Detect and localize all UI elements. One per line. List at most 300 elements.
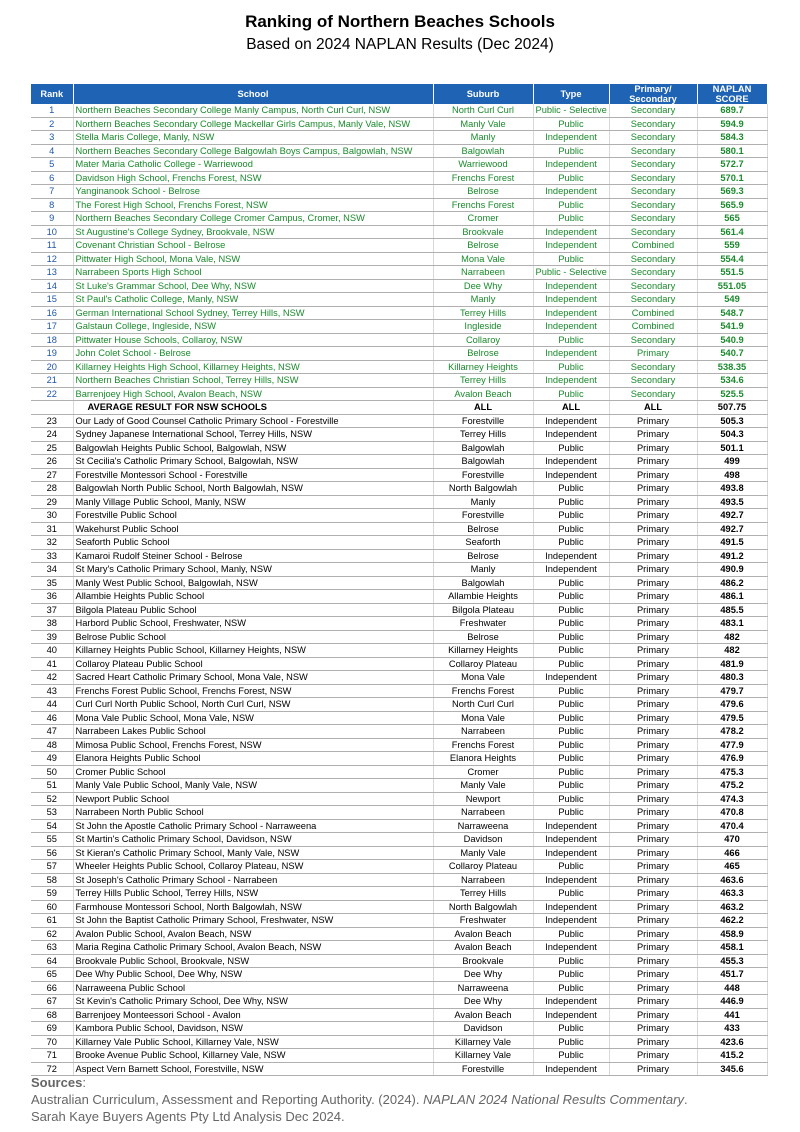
- level-cell: Primary: [609, 522, 697, 536]
- table-row: [31, 738, 767, 752]
- type-cell: Public: [533, 644, 609, 658]
- suburb-cell: Brookvale: [433, 954, 533, 968]
- school-cell: Elanora Heights Public School: [73, 752, 433, 766]
- type-cell: Independent: [533, 374, 609, 388]
- level-cell: Secondary: [609, 266, 697, 280]
- level-cell: Secondary: [609, 131, 697, 145]
- type-cell: Public: [533, 927, 609, 941]
- score-cell: 491.2: [697, 549, 767, 563]
- rank-cell: 60: [31, 900, 73, 914]
- rank-cell: 42: [31, 671, 73, 685]
- suburb-cell: North Curl Curl: [433, 104, 533, 117]
- type-cell: Public: [533, 536, 609, 550]
- school-cell: St Mary's Catholic Primary School, Manly, NSW: [73, 563, 433, 577]
- score-cell: 559: [697, 239, 767, 253]
- suburb-cell: Collaroy Plateau: [433, 657, 533, 671]
- suburb-cell: Forestville: [433, 1062, 533, 1076]
- table-row: [31, 671, 767, 685]
- type-cell: Public: [533, 509, 609, 523]
- rank-cell: 39: [31, 630, 73, 644]
- table-row: [31, 968, 767, 982]
- table-row: [31, 981, 767, 995]
- score-cell: 570.1: [697, 171, 767, 185]
- score-cell: 525.5: [697, 387, 767, 401]
- type-cell: Independent: [533, 225, 609, 239]
- rank-cell: 71: [31, 1049, 73, 1063]
- suburb-cell: Cromer: [433, 765, 533, 779]
- school-cell: Covenant Christian School - Belrose: [73, 239, 433, 253]
- type-cell: Independent: [533, 819, 609, 833]
- type-cell: Independent: [533, 873, 609, 887]
- school-cell: Killarney Vale Public School, Killarney Vale, NSW: [73, 1035, 433, 1049]
- rank-cell: 21: [31, 374, 73, 388]
- rank-cell: 40: [31, 644, 73, 658]
- rank-cell: 33: [31, 549, 73, 563]
- type-cell: Public: [533, 738, 609, 752]
- type-cell: Public: [533, 212, 609, 226]
- rank-cell: 8: [31, 198, 73, 212]
- level-cell: Primary: [609, 428, 697, 442]
- school-cell: Avalon Public School, Avalon Beach, NSW: [73, 927, 433, 941]
- table-row: [31, 698, 767, 712]
- rank-cell: 14: [31, 279, 73, 293]
- rank-cell: 38: [31, 617, 73, 631]
- type-cell: Independent: [533, 306, 609, 320]
- suburb-cell: North Curl Curl: [433, 698, 533, 712]
- level-cell: Primary: [609, 900, 697, 914]
- level-cell: Primary: [609, 482, 697, 496]
- type-cell: Independent: [533, 846, 609, 860]
- school-cell: John Colet School - Belrose: [73, 347, 433, 361]
- score-cell: 455.3: [697, 954, 767, 968]
- table-body: [31, 104, 767, 1076]
- school-cell: Terrey Hills Public School, Terrey Hills, NSW: [73, 887, 433, 901]
- score-cell: 534.6: [697, 374, 767, 388]
- school-cell: Galstaun College, Ingleside, NSW: [73, 320, 433, 334]
- score-cell: 415.2: [697, 1049, 767, 1063]
- suburb-cell: Balgowlah: [433, 144, 533, 158]
- level-cell: Primary: [609, 806, 697, 820]
- score-cell: 689.7: [697, 104, 767, 117]
- level-cell: Primary: [609, 792, 697, 806]
- level-cell: Primary: [609, 441, 697, 455]
- rank-cell: 66: [31, 981, 73, 995]
- school-cell: The Forest High School, Frenchs Forest, NSW: [73, 198, 433, 212]
- rank-cell: 28: [31, 482, 73, 496]
- school-cell: Sydney Japanese International School, Terrey Hills, NSW: [73, 428, 433, 442]
- school-cell: St Cecilia's Catholic Primary School, Balgowlah, NSW: [73, 455, 433, 469]
- source-line-1-prefix: Australian Curriculum, Assessment and Reporting Authority. (2024).: [31, 1092, 424, 1107]
- level-cell: Primary: [609, 860, 697, 874]
- type-cell: Public: [533, 684, 609, 698]
- table-row: [31, 495, 767, 509]
- suburb-cell: Cromer: [433, 212, 533, 226]
- header-school: School: [73, 84, 433, 104]
- rank-cell: 23: [31, 414, 73, 428]
- school-cell: Aspect Vern Barnett School, Forestville, NSW: [73, 1062, 433, 1076]
- table-row: [31, 900, 767, 914]
- rank-cell: 64: [31, 954, 73, 968]
- level-cell: Primary: [609, 684, 697, 698]
- header-suburb: Suburb: [433, 84, 533, 104]
- school-cell: Northern Beaches Secondary College Manly Campus, North Curl Curl, NSW: [73, 104, 433, 117]
- school-cell: Balgowlah Heights Public School, Balgowlah, NSW: [73, 441, 433, 455]
- table-row: [31, 455, 767, 469]
- suburb-cell: Collaroy Plateau: [433, 860, 533, 874]
- level-cell: Primary: [609, 468, 697, 482]
- suburb-cell: Terrey Hills: [433, 887, 533, 901]
- level-cell: Secondary: [609, 279, 697, 293]
- level-cell: Secondary: [609, 185, 697, 199]
- page-title: Ranking of Northern Beaches Schools: [245, 12, 555, 31]
- score-cell: 478.2: [697, 725, 767, 739]
- score-cell: 493.8: [697, 482, 767, 496]
- suburb-cell: Manly: [433, 563, 533, 577]
- rank-cell: 70: [31, 1035, 73, 1049]
- table-row: [31, 576, 767, 590]
- suburb-cell: Balgowlah: [433, 441, 533, 455]
- header-primary-secondary: Primary/ Secondary: [609, 84, 697, 104]
- average-row: [31, 401, 767, 415]
- school-cell: Collaroy Plateau Public School: [73, 657, 433, 671]
- rank-cell: 57: [31, 860, 73, 874]
- type-cell: Public: [533, 171, 609, 185]
- table-row: [31, 468, 767, 482]
- school-cell: Davidson High School, Frenchs Forest, NSW: [73, 171, 433, 185]
- school-cell: Manly West Public School, Balgowlah, NSW: [73, 576, 433, 590]
- level-cell: Secondary: [609, 117, 697, 131]
- rank-cell: 37: [31, 603, 73, 617]
- table-row: [31, 279, 767, 293]
- score-cell: 475.3: [697, 765, 767, 779]
- type-cell: Independent: [533, 239, 609, 253]
- score-cell: 491.5: [697, 536, 767, 550]
- level-cell: Primary: [609, 455, 697, 469]
- level-cell: Primary: [609, 630, 697, 644]
- score-cell: 580.1: [697, 144, 767, 158]
- table-row: [31, 1022, 767, 1036]
- school-cell: Northern Beaches Secondary College Balgowlah Boys Campus, Balgowlah, NSW: [73, 144, 433, 158]
- school-cell: St Augustine's College Sydney, Brookvale, NSW: [73, 225, 433, 239]
- suburb-cell: Killarney Vale: [433, 1035, 533, 1049]
- table-row: [31, 387, 767, 401]
- suburb-cell: Balgowlah: [433, 576, 533, 590]
- rank-cell: 15: [31, 293, 73, 307]
- rank-cell: 56: [31, 846, 73, 860]
- type-cell: Public: [533, 144, 609, 158]
- table-row: [31, 482, 767, 496]
- school-cell: Forestville Public School: [73, 509, 433, 523]
- score-cell: 458.9: [697, 927, 767, 941]
- rank-cell: 25: [31, 441, 73, 455]
- level-cell: Primary: [609, 495, 697, 509]
- level-cell: Primary: [609, 576, 697, 590]
- type-cell: Public: [533, 968, 609, 982]
- rank-cell: 58: [31, 873, 73, 887]
- suburb-cell: Freshwater: [433, 617, 533, 631]
- school-cell: Wheeler Heights Public School, Collaroy Plateau, NSW: [73, 860, 433, 874]
- level-cell: Secondary: [609, 225, 697, 239]
- score-cell: 479.5: [697, 711, 767, 725]
- school-cell: Cromer Public School: [73, 765, 433, 779]
- rank-cell: 30: [31, 509, 73, 523]
- ranking-table-container: [31, 84, 767, 1076]
- school-cell: Stella Maris College, Manly, NSW: [73, 131, 433, 145]
- score-cell: 476.9: [697, 752, 767, 766]
- score-cell: 548.7: [697, 306, 767, 320]
- suburb-cell: Forestville: [433, 509, 533, 523]
- table-row: [31, 873, 767, 887]
- score-cell: 569.3: [697, 185, 767, 199]
- table-row: [31, 104, 767, 117]
- suburb-cell: Belrose: [433, 185, 533, 199]
- type-cell: Public: [533, 981, 609, 995]
- score-cell: 538.35: [697, 360, 767, 374]
- type-cell: Independent: [533, 158, 609, 172]
- school-cell: Sacred Heart Catholic Primary School, Mona Vale, NSW: [73, 671, 433, 685]
- type-cell: Public: [533, 752, 609, 766]
- table-row: [31, 779, 767, 793]
- type-cell: Public: [533, 576, 609, 590]
- school-cell: German International School Sydney, Terrey Hills, NSW: [73, 306, 433, 320]
- score-cell: 490.9: [697, 563, 767, 577]
- school-cell: Maria Regina Catholic Primary School, Avalon Beach, NSW: [73, 941, 433, 955]
- type-cell: Public: [533, 725, 609, 739]
- score-cell: 507.75: [697, 401, 767, 415]
- table-row: [31, 374, 767, 388]
- rank-cell: 13: [31, 266, 73, 280]
- suburb-cell: Narrabeen: [433, 725, 533, 739]
- score-cell: 441: [697, 1008, 767, 1022]
- score-cell: 485.5: [697, 603, 767, 617]
- school-cell: St John the Apostle Catholic Primary School - Narraweena: [73, 819, 433, 833]
- type-cell: Independent: [533, 455, 609, 469]
- suburb-cell: Manly Vale: [433, 117, 533, 131]
- school-cell: Barrenjoey Monteessori School - Avalon: [73, 1008, 433, 1022]
- score-cell: 551.5: [697, 266, 767, 280]
- level-cell: Primary: [609, 779, 697, 793]
- rank-cell: 55: [31, 833, 73, 847]
- rank-cell: 27: [31, 468, 73, 482]
- score-cell: 505.3: [697, 414, 767, 428]
- type-cell: Public: [533, 117, 609, 131]
- school-cell: Narraweena Public School: [73, 981, 433, 995]
- score-cell: 486.1: [697, 590, 767, 604]
- level-cell: Primary: [609, 671, 697, 685]
- type-cell: ALL: [533, 401, 609, 415]
- table-row: [31, 995, 767, 1009]
- type-cell: Public: [533, 603, 609, 617]
- score-cell: 470: [697, 833, 767, 847]
- ranking-table: [31, 84, 768, 1076]
- table-row: [31, 792, 767, 806]
- suburb-cell: Belrose: [433, 630, 533, 644]
- school-cell: Curl Curl North Public School, North Curl Curl, NSW: [73, 698, 433, 712]
- score-cell: 504.3: [697, 428, 767, 442]
- school-cell: Mona Vale Public School, Mona Vale, NSW: [73, 711, 433, 725]
- type-cell: Independent: [533, 293, 609, 307]
- type-cell: Independent: [533, 671, 609, 685]
- type-cell: Independent: [533, 468, 609, 482]
- level-cell: Primary: [609, 549, 697, 563]
- suburb-cell: Frenchs Forest: [433, 684, 533, 698]
- header-type: Type: [533, 84, 609, 104]
- rank-cell: 44: [31, 698, 73, 712]
- type-cell: Public: [533, 860, 609, 874]
- table-row: [31, 347, 767, 361]
- score-cell: 470.8: [697, 806, 767, 820]
- type-cell: Public: [533, 360, 609, 374]
- school-cell: Kamaroi Rudolf Steiner School - Belrose: [73, 549, 433, 563]
- score-cell: 499: [697, 455, 767, 469]
- school-cell: Newport Public School: [73, 792, 433, 806]
- score-cell: 492.7: [697, 522, 767, 536]
- suburb-cell: Allambie Heights: [433, 590, 533, 604]
- rank-cell: 24: [31, 428, 73, 442]
- type-cell: Independent: [533, 1062, 609, 1076]
- type-cell: Independent: [533, 279, 609, 293]
- table-row: [31, 117, 767, 131]
- type-cell: Public: [533, 954, 609, 968]
- type-cell: Public: [533, 441, 609, 455]
- level-cell: Primary: [609, 1022, 697, 1036]
- level-cell: Primary: [609, 1049, 697, 1063]
- level-cell: Secondary: [609, 158, 697, 172]
- suburb-cell: Newport: [433, 792, 533, 806]
- type-cell: Public: [533, 590, 609, 604]
- school-cell: Mimosa Public School, Frenchs Forest, NSW: [73, 738, 433, 752]
- table-row: [31, 144, 767, 158]
- table-row: [31, 603, 767, 617]
- score-cell: 479.6: [697, 698, 767, 712]
- page-subtitle: Based on 2024 NAPLAN Results (Dec 2024): [246, 36, 554, 53]
- score-cell: 451.7: [697, 968, 767, 982]
- score-cell: 481.9: [697, 657, 767, 671]
- rank-cell: 63: [31, 941, 73, 955]
- score-cell: 549: [697, 293, 767, 307]
- school-cell: Brookvale Public School, Brookvale, NSW: [73, 954, 433, 968]
- level-cell: Primary: [609, 941, 697, 955]
- table-row: [31, 657, 767, 671]
- rank-cell: 51: [31, 779, 73, 793]
- table-row: [31, 1008, 767, 1022]
- suburb-cell: Freshwater: [433, 914, 533, 928]
- type-cell: Independent: [533, 563, 609, 577]
- suburb-cell: Belrose: [433, 347, 533, 361]
- suburb-cell: Killarney Heights: [433, 644, 533, 658]
- school-cell: St John the Baptist Catholic Primary School, Freshwater, NSW: [73, 914, 433, 928]
- header-rank: Rank: [31, 84, 73, 104]
- level-cell: Combined: [609, 306, 697, 320]
- school-cell: Narrabeen North Public School: [73, 806, 433, 820]
- rank-cell: [31, 401, 73, 415]
- school-cell: Northern Beaches Christian School, Terrey Hills, NSW: [73, 374, 433, 388]
- type-cell: Public: [533, 657, 609, 671]
- suburb-cell: Killarney Vale: [433, 1049, 533, 1063]
- suburb-cell: Seaforth: [433, 536, 533, 550]
- rank-cell: 3: [31, 131, 73, 145]
- school-cell: Our Lady of Good Counsel Catholic Primary School - Forestville: [73, 414, 433, 428]
- level-cell: Primary: [609, 927, 697, 941]
- level-cell: Primary: [609, 765, 697, 779]
- suburb-cell: Frenchs Forest: [433, 198, 533, 212]
- score-cell: 565.9: [697, 198, 767, 212]
- type-cell: Independent: [533, 914, 609, 928]
- rank-cell: 9: [31, 212, 73, 226]
- score-cell: 572.7: [697, 158, 767, 172]
- table-row: [31, 185, 767, 199]
- suburb-cell: Manly: [433, 131, 533, 145]
- suburb-cell: Mona Vale: [433, 711, 533, 725]
- table-row: [31, 846, 767, 860]
- table-row: [31, 320, 767, 334]
- score-cell: 475.2: [697, 779, 767, 793]
- score-cell: 474.3: [697, 792, 767, 806]
- score-cell: 540.9: [697, 333, 767, 347]
- school-cell: Brooke Avenue Public School, Killarney Vale, NSW: [73, 1049, 433, 1063]
- score-cell: 561.4: [697, 225, 767, 239]
- table-row: [31, 266, 767, 280]
- suburb-cell: Bilgola Plateau: [433, 603, 533, 617]
- type-cell: Public: [533, 387, 609, 401]
- rank-cell: 48: [31, 738, 73, 752]
- type-cell: Independent: [533, 185, 609, 199]
- level-cell: Primary: [609, 833, 697, 847]
- suburb-cell: Warriewood: [433, 158, 533, 172]
- rank-cell: 16: [31, 306, 73, 320]
- table-row: [31, 563, 767, 577]
- table-row: [31, 860, 767, 874]
- score-cell: 423.6: [697, 1035, 767, 1049]
- level-cell: Secondary: [609, 104, 697, 117]
- level-cell: Secondary: [609, 212, 697, 226]
- table-row: [31, 806, 767, 820]
- table-row: [31, 428, 767, 442]
- level-cell: Primary: [609, 995, 697, 1009]
- table-row: [31, 752, 767, 766]
- level-cell: Secondary: [609, 198, 697, 212]
- score-cell: 551.05: [697, 279, 767, 293]
- suburb-cell: Balgowlah: [433, 455, 533, 469]
- rank-cell: 18: [31, 333, 73, 347]
- suburb-cell: Avalon Beach: [433, 927, 533, 941]
- rank-cell: 7: [31, 185, 73, 199]
- score-cell: 458.1: [697, 941, 767, 955]
- rank-cell: 4: [31, 144, 73, 158]
- score-cell: 345.6: [697, 1062, 767, 1076]
- type-cell: Public: [533, 252, 609, 266]
- rank-cell: 54: [31, 819, 73, 833]
- suburb-cell: Ingleside: [433, 320, 533, 334]
- school-cell: St Kieran's Catholic Primary School, Manly Vale, NSW: [73, 846, 433, 860]
- type-cell: Independent: [533, 900, 609, 914]
- school-cell: St Luke's Grammar School, Dee Why, NSW: [73, 279, 433, 293]
- score-cell: 462.2: [697, 914, 767, 928]
- table-header-row: [31, 84, 767, 104]
- level-cell: Primary: [609, 846, 697, 860]
- type-cell: Public - Selective: [533, 266, 609, 280]
- school-cell: Narrabeen Lakes Public School: [73, 725, 433, 739]
- type-cell: Public: [533, 333, 609, 347]
- type-cell: Public: [533, 495, 609, 509]
- type-cell: Independent: [533, 1008, 609, 1022]
- school-cell: Forestville Montessori School - Forestville: [73, 468, 433, 482]
- suburb-cell: Terrey Hills: [433, 306, 533, 320]
- school-cell: Barrenjoey High School, Avalon Beach, NSW: [73, 387, 433, 401]
- school-cell: AVERAGE RESULT FOR NSW SCHOOLS: [73, 401, 433, 415]
- type-cell: Public: [533, 630, 609, 644]
- table-row: [31, 630, 767, 644]
